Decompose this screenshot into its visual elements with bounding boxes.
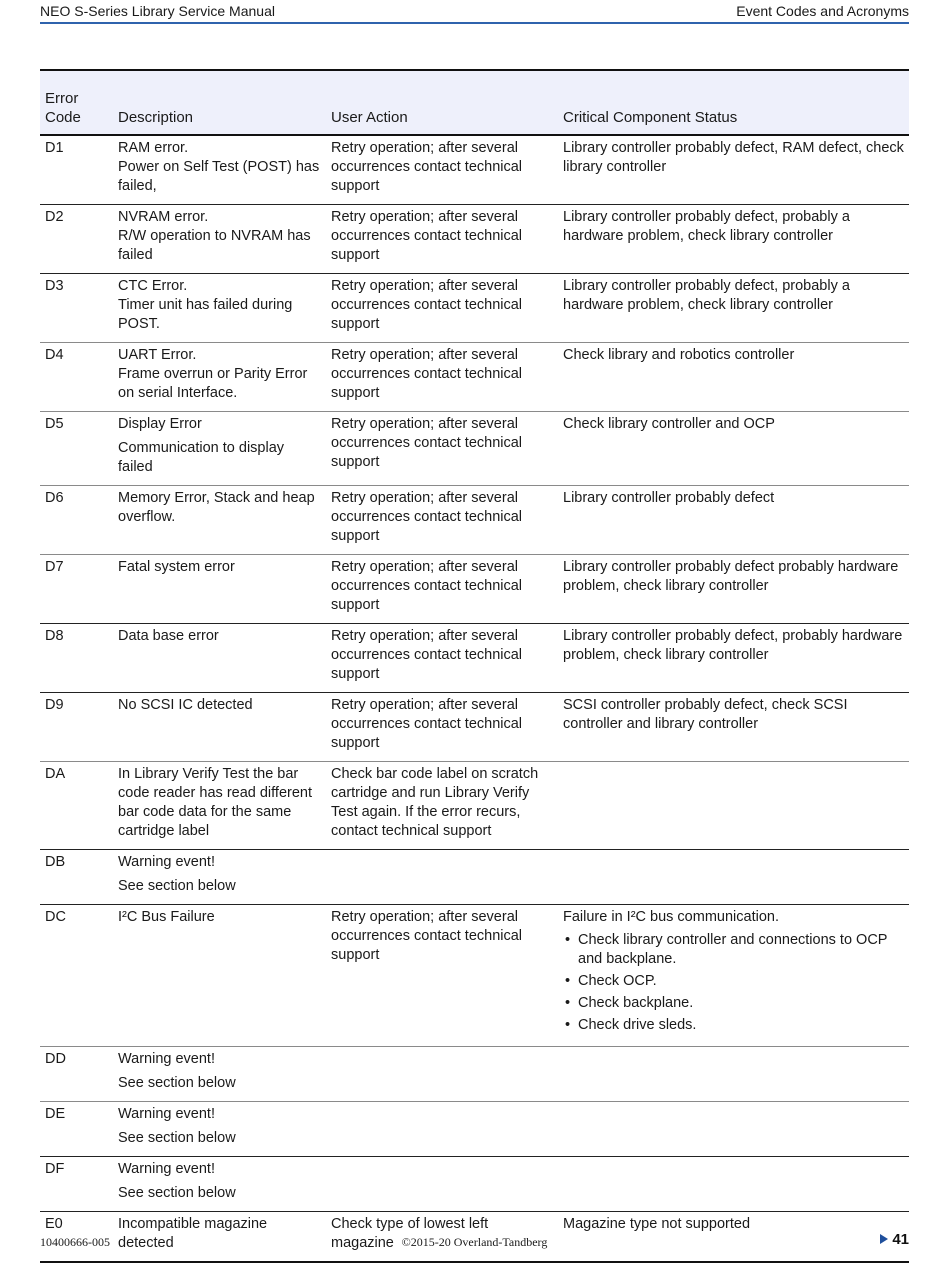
- user-action-cell: [326, 1047, 558, 1102]
- status-cell: [558, 693, 909, 762]
- description-line: Data base error: [118, 628, 219, 644]
- status-text: Library controller probably defect, probably a hardware problem, check library controller: [563, 278, 850, 313]
- bullet-icon: •: [565, 932, 571, 948]
- table-row: [40, 624, 909, 693]
- column-header-status: Critical Component Status: [558, 70, 909, 135]
- table-row: [40, 486, 909, 555]
- status-text: Magazine type not supported: [563, 1216, 751, 1232]
- user-action-cell: Retry operation; after several occurrences contact technical support: [326, 274, 558, 343]
- column-header-code: [40, 70, 113, 135]
- description-line: Display Error: [118, 416, 202, 432]
- table-body: [40, 135, 909, 1262]
- error-code-cell: DB: [40, 850, 113, 905]
- page-header: [40, 0, 909, 24]
- user-action-cell: [326, 1102, 558, 1157]
- column-header-code-line-1: Error: [45, 90, 79, 107]
- description-line: See section below: [118, 878, 236, 894]
- description-line: Warning event!: [118, 1106, 215, 1122]
- error-code-cell: D9: [40, 693, 113, 762]
- status-cell: [558, 762, 909, 850]
- description-line: Incompatible magazine detected: [118, 1216, 268, 1251]
- status-text: Library controller probably defect, RAM defect, check library controller: [563, 140, 904, 175]
- description-line: NVRAM error.: [118, 209, 209, 225]
- user-action-cell: Retry operation; after several occurrences contact technical support: [326, 555, 558, 624]
- description-cell: [113, 624, 326, 693]
- column-header-code-line-2: Code: [45, 109, 81, 126]
- status-bullet-list: [563, 931, 904, 1035]
- table-row: [40, 762, 909, 850]
- bullet-text: Check backplane.: [578, 995, 694, 1011]
- status-cell: [558, 555, 909, 624]
- description-cell: [113, 1157, 326, 1212]
- description-cell: [113, 135, 326, 205]
- description-line: Timer unit has failed during POST.: [118, 297, 293, 332]
- table-row: [40, 1047, 909, 1102]
- description-cell: [113, 412, 326, 486]
- event-codes-table-wrap: [40, 69, 909, 1263]
- error-code-cell: DE: [40, 1102, 113, 1157]
- description-line: CTC Error.: [118, 278, 188, 294]
- error-code-cell: E0: [40, 1212, 113, 1263]
- user-action-cell: Check bar code label on scratch cartridge and run Library Verify Test again. If the error recurs, contact technical support: [326, 762, 558, 850]
- table-row: [40, 555, 909, 624]
- status-cell: [558, 1047, 909, 1102]
- status-text: Check library and robotics controller: [563, 347, 795, 363]
- user-action-cell: Retry operation; after several occurrences contact technical support: [326, 135, 558, 205]
- error-code-cell: DF: [40, 1157, 113, 1212]
- status-cell: [558, 486, 909, 555]
- status-text: Check library controller and OCP: [563, 416, 775, 432]
- description-line: In Library Verify Test the bar code reader has read different bar code data for the same cartridge label: [118, 766, 313, 839]
- status-bullet-item: [563, 931, 904, 969]
- error-code-cell: DC: [40, 905, 113, 1047]
- status-cell: [558, 205, 909, 274]
- error-code-cell: DD: [40, 1047, 113, 1102]
- bullet-text: Check library controller and connections to OCP and backplane.: [578, 932, 888, 967]
- description-line: No SCSI IC detected: [118, 697, 253, 713]
- user-action-cell: [326, 1157, 558, 1212]
- user-action-cell: Retry operation; after several occurrences contact technical support: [326, 205, 558, 274]
- table-header-row: [40, 70, 909, 135]
- description-cell: [113, 486, 326, 555]
- table-row: [40, 274, 909, 343]
- status-text: Library controller probably defect probably hardware problem, check library controller: [563, 559, 899, 594]
- description-line: UART Error.: [118, 347, 197, 363]
- user-action-cell: Retry operation; after several occurrences contact technical support: [326, 412, 558, 486]
- description-line: Memory Error, Stack and heap overflow.: [118, 490, 315, 525]
- description-cell: [113, 1102, 326, 1157]
- description-line: Frame overrun or Parity Error on serial Interface.: [118, 366, 308, 401]
- status-cell: [558, 850, 909, 905]
- user-action-cell: Check type of lowest left magazine: [326, 1212, 558, 1263]
- description-line: See section below: [118, 1075, 236, 1091]
- error-code-cell: D7: [40, 555, 113, 624]
- user-action-cell: [326, 850, 558, 905]
- description-cell: [113, 693, 326, 762]
- description-cell: [113, 762, 326, 850]
- error-code-cell: D3: [40, 274, 113, 343]
- description-cell: [113, 343, 326, 412]
- user-action-cell: Retry operation; after several occurrences contact technical support: [326, 624, 558, 693]
- description-cell: [113, 205, 326, 274]
- table-row: [40, 1157, 909, 1212]
- user-action-cell: Retry operation; after several occurrences contact technical support: [326, 905, 558, 1047]
- table-row: [40, 135, 909, 205]
- column-header-user-action: User Action: [326, 70, 558, 135]
- description-cell: [113, 274, 326, 343]
- table-row: [40, 1102, 909, 1157]
- page-number-block: [880, 1230, 909, 1250]
- description-cell: [113, 850, 326, 905]
- status-text: Library controller probably defect, probably a hardware problem, check library controller: [563, 209, 850, 244]
- user-action-cell: Retry operation; after several occurrences contact technical support: [326, 343, 558, 412]
- error-code-cell: D6: [40, 486, 113, 555]
- user-action-cell: Retry operation; after several occurrences contact technical support: [326, 486, 558, 555]
- document-number: 10400666-005: [40, 1235, 110, 1249]
- right-triangle-icon: [880, 1234, 888, 1244]
- description-cell: [113, 555, 326, 624]
- column-header-description: Description: [113, 70, 326, 135]
- manual-title: NEO S-Series Library Service Manual: [40, 3, 275, 19]
- description-line: Warning event!: [118, 854, 215, 870]
- bullet-icon: •: [565, 973, 571, 989]
- description-line: Warning event!: [118, 1051, 215, 1067]
- status-cell: [558, 135, 909, 205]
- table-row: [40, 343, 909, 412]
- status-cell: [558, 905, 909, 1047]
- error-code-cell: D5: [40, 412, 113, 486]
- status-text: Library controller probably defect: [563, 490, 775, 506]
- table-row: [40, 693, 909, 762]
- bullet-text: Check OCP.: [578, 973, 657, 989]
- status-cell: [558, 1157, 909, 1212]
- status-bullet-item: [563, 994, 904, 1013]
- description-line: See section below: [118, 1130, 236, 1146]
- error-code-cell: D4: [40, 343, 113, 412]
- description-line: Fatal system error: [118, 559, 235, 575]
- status-cell: [558, 412, 909, 486]
- bullet-icon: •: [565, 1017, 571, 1033]
- status-cell: [558, 1102, 909, 1157]
- table-row: [40, 905, 909, 1047]
- status-cell: [558, 274, 909, 343]
- description-line: Warning event!: [118, 1161, 215, 1177]
- event-codes-table: [40, 69, 909, 1263]
- description-line: Communication to display failed: [118, 440, 285, 475]
- error-code-cell: D8: [40, 624, 113, 693]
- description-line: Power on Self Test (POST) has failed,: [118, 159, 320, 194]
- status-text: Library controller probably defect, probably hardware problem, check library controller: [563, 628, 903, 663]
- copyright-notice: ©2015-20 Overland-Tandberg: [401, 1235, 548, 1249]
- description-line: RAM error.: [118, 140, 189, 156]
- error-code-cell: DA: [40, 762, 113, 850]
- section-title: Event Codes and Acronyms: [736, 3, 909, 19]
- description-line: R/W operation to NVRAM has failed: [118, 228, 311, 263]
- user-action-cell: Retry operation; after several occurrences contact technical support: [326, 693, 558, 762]
- description-cell: [113, 1047, 326, 1102]
- status-bullet-item: [563, 1016, 904, 1035]
- bullet-text: Check drive sleds.: [578, 1017, 697, 1033]
- status-text: SCSI controller probably defect, check SCSI controller and library controller: [563, 697, 848, 732]
- table-row: [40, 205, 909, 274]
- error-code-cell: D1: [40, 135, 113, 205]
- error-code-cell: D2: [40, 205, 113, 274]
- status-text: Failure in I²C bus communication.: [563, 909, 779, 925]
- status-cell: [558, 624, 909, 693]
- table-row: [40, 850, 909, 905]
- page-number: 41: [892, 1231, 909, 1248]
- page-footer: [40, 1232, 909, 1252]
- status-bullet-item: [563, 972, 904, 991]
- status-cell: [558, 343, 909, 412]
- bullet-icon: •: [565, 995, 571, 1011]
- description-line: I²C Bus Failure: [118, 909, 215, 925]
- description-line: See section below: [118, 1185, 236, 1201]
- description-cell: [113, 905, 326, 1047]
- table-row: [40, 412, 909, 486]
